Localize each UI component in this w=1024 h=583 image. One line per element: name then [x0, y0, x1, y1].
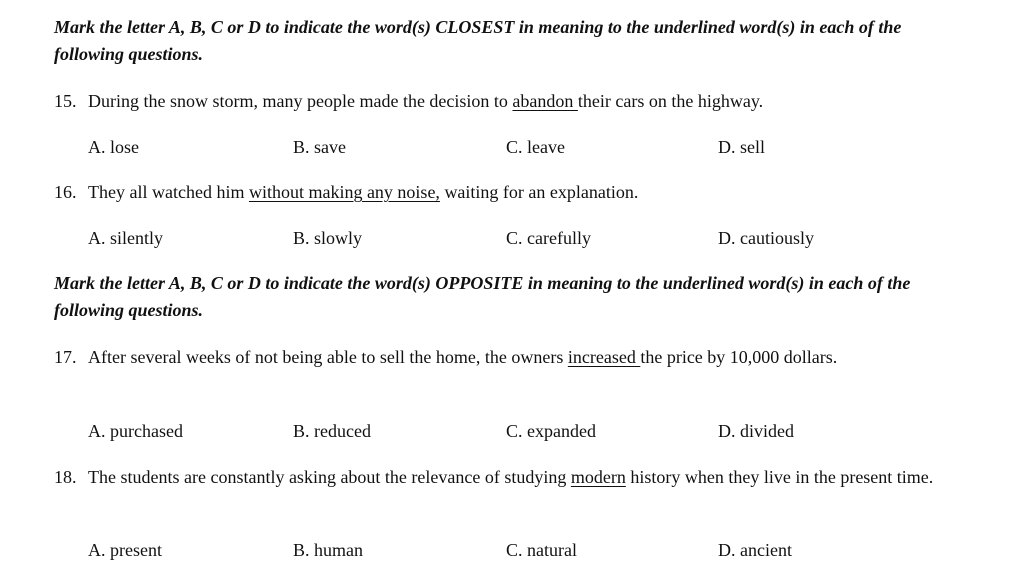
options-15 [88, 135, 888, 159]
options-18 [88, 538, 888, 562]
question-number: 18. [54, 467, 77, 487]
question-number: 17. [54, 347, 77, 367]
option-a[interactable]: A. present [88, 540, 162, 560]
option-d[interactable]: D. divided [718, 421, 794, 441]
option-d[interactable]: D. ancient [718, 540, 792, 560]
underlined-word: abandon [512, 91, 578, 111]
option-c[interactable]: C. leave [506, 137, 565, 157]
question-17 [54, 344, 934, 371]
instruction-opposite: Mark the letter A, B, C or D to indicate the word(s) OPPOSITE in meaning to the underlined word(s) in each of the following questions. [54, 273, 911, 320]
option-a[interactable]: A. lose [88, 137, 139, 157]
underlined-word: modern [570, 467, 626, 487]
question-18 [54, 464, 934, 491]
options-17 [88, 419, 888, 443]
option-c[interactable]: C. expanded [506, 421, 596, 441]
option-b[interactable]: B. reduced [293, 421, 371, 441]
instruction-closest: Mark the letter A, B, C or D to indicate the word(s) CLOSEST in meaning to the underlined word(s) in each of the following questions. [54, 17, 902, 64]
question-stem: They all watched him without making any noise, waiting for an explanation. [88, 182, 639, 202]
option-a[interactable]: A. purchased [88, 421, 183, 441]
option-b[interactable]: B. human [293, 540, 363, 560]
option-d[interactable]: D. sell [718, 137, 765, 157]
question-number: 16. [54, 182, 77, 202]
question-stem: The students are constantly asking about the relevance of studying modern history when they live in the present time. [88, 467, 934, 487]
option-c[interactable]: C. natural [506, 540, 577, 560]
question-stem: During the snow storm, many people made the decision to abandon their cars on the highway. [88, 91, 764, 111]
option-c[interactable]: C. carefully [506, 228, 591, 248]
underlined-word: increased [567, 347, 641, 367]
options-16 [88, 226, 888, 250]
option-a[interactable]: A. silently [88, 228, 163, 248]
option-b[interactable]: B. save [293, 137, 346, 157]
question-16 [54, 179, 934, 206]
option-b[interactable]: B. slowly [293, 228, 363, 248]
question-number: 15. [54, 91, 77, 111]
question-stem: After several weeks of not being able to sell the home, the owners increased the price by 10,000 dollars. [88, 347, 838, 367]
question-15 [54, 88, 934, 115]
option-d[interactable]: D. cautiously [718, 228, 814, 248]
underlined-word: without making any noise, [248, 182, 440, 202]
